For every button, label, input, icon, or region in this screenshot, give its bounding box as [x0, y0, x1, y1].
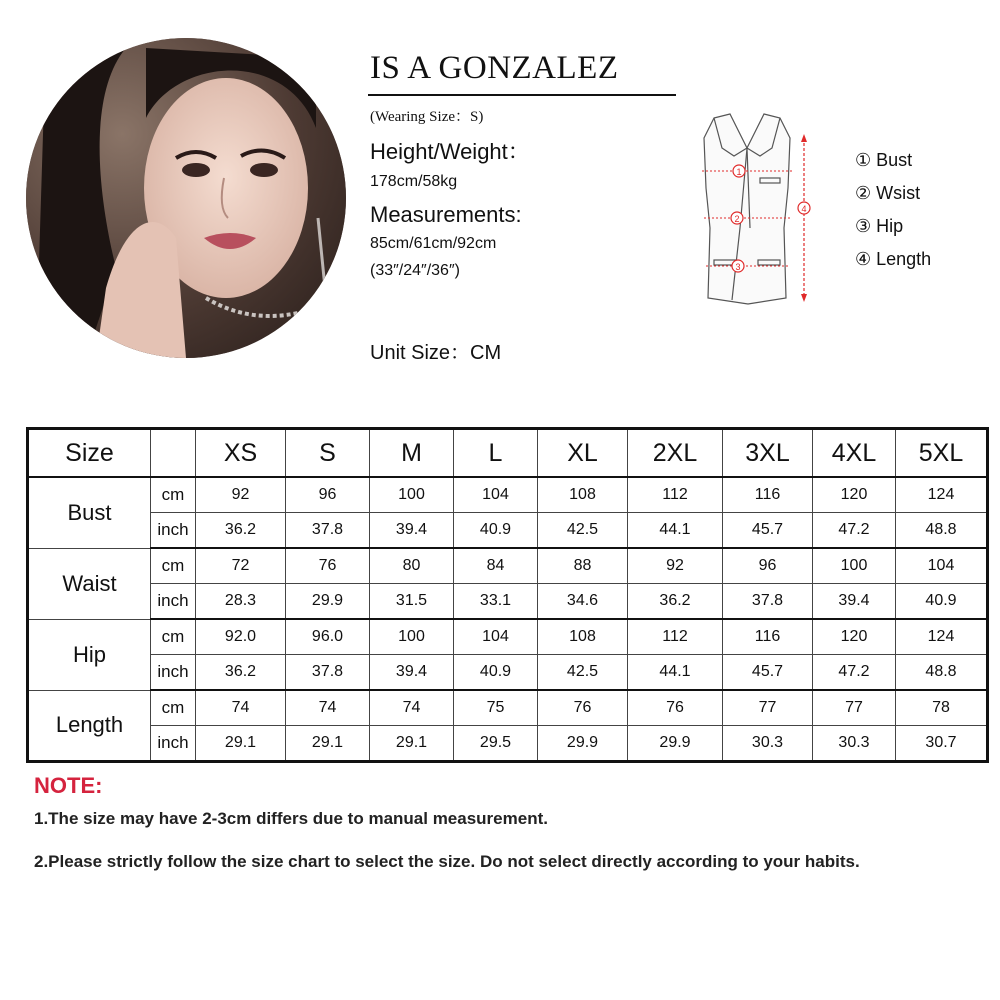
- value-cell: 34.6: [538, 584, 628, 620]
- value-cell: 96: [286, 477, 370, 513]
- header-cell: XS: [196, 429, 286, 478]
- value-cell: 96.0: [286, 619, 370, 655]
- value-cell: 108: [538, 619, 628, 655]
- measurement-name: Waist: [28, 548, 151, 619]
- header-cell: 2XL: [628, 429, 723, 478]
- legend-waist: ② Wsist: [855, 183, 921, 203]
- legend-hip: ③ Hip: [855, 216, 904, 236]
- diagram-legend: [855, 150, 931, 282]
- value-cell: 37.8: [286, 513, 370, 549]
- value-cell: 74: [196, 690, 286, 726]
- unit-cell: inch: [151, 655, 196, 691]
- value-cell: 112: [628, 477, 723, 513]
- measurement-name: Bust: [28, 477, 151, 548]
- unit-cell: cm: [151, 477, 196, 513]
- value-cell: 44.1: [628, 655, 723, 691]
- value-cell: 36.2: [628, 584, 723, 620]
- value-cell: 88: [538, 548, 628, 584]
- value-cell: 31.5: [370, 584, 454, 620]
- unit-size: Unit Size：CM: [370, 342, 502, 364]
- marker-waist: [731, 212, 743, 224]
- legend-bust: ① Bust: [855, 150, 913, 170]
- model-photo: [26, 38, 346, 358]
- value-cell: 44.1: [628, 513, 723, 549]
- value-cell: 96: [723, 548, 813, 584]
- header-cell: 3XL: [723, 429, 813, 478]
- value-cell: 36.2: [196, 513, 286, 549]
- value-cell: 108: [538, 477, 628, 513]
- value-cell: 33.1: [454, 584, 538, 620]
- value-cell: 104: [896, 548, 988, 584]
- value-cell: 77: [723, 690, 813, 726]
- value-cell: 76: [538, 690, 628, 726]
- value-cell: 116: [723, 477, 813, 513]
- value-cell: 29.1: [370, 726, 454, 762]
- value-cell: 47.2: [813, 513, 896, 549]
- table-row: [28, 726, 988, 762]
- value-cell: 37.8: [723, 584, 813, 620]
- unit-cell: inch: [151, 584, 196, 620]
- value-cell: 116: [723, 619, 813, 655]
- value-cell: 39.4: [370, 655, 454, 691]
- header-cell: [151, 429, 196, 478]
- marker-bust: [733, 165, 745, 177]
- note-line-1: 1.The size may have 2-3cm differs due to manual measurement.: [34, 809, 548, 828]
- value-cell: 40.9: [454, 513, 538, 549]
- table-row: [28, 477, 988, 513]
- value-cell: 124: [896, 619, 988, 655]
- value-cell: 30.3: [723, 726, 813, 762]
- value-cell: 40.9: [454, 655, 538, 691]
- table-row: [28, 548, 988, 584]
- value-cell: 39.4: [370, 513, 454, 549]
- value-cell: 29.1: [196, 726, 286, 762]
- svg-text:1: 1: [736, 167, 742, 177]
- value-cell: 28.3: [196, 584, 286, 620]
- measurement-name: Length: [28, 690, 151, 762]
- value-cell: 36.2: [196, 655, 286, 691]
- value-cell: 92.0: [196, 619, 286, 655]
- table-row: [28, 655, 988, 691]
- value-cell: 47.2: [813, 655, 896, 691]
- unit-cell: cm: [151, 548, 196, 584]
- header-cell: XL: [538, 429, 628, 478]
- table-row: [28, 513, 988, 549]
- table-header-row: [28, 429, 988, 478]
- value-cell: 39.4: [813, 584, 896, 620]
- brand-title: IS A GONZALEZ: [370, 50, 619, 86]
- measurements-label: Measurements:: [370, 202, 522, 227]
- value-cell: 45.7: [723, 655, 813, 691]
- marker-hip: [732, 260, 744, 272]
- value-cell: 45.7: [723, 513, 813, 549]
- value-cell: 30.3: [813, 726, 896, 762]
- header-cell: S: [286, 429, 370, 478]
- value-cell: 29.9: [538, 726, 628, 762]
- value-cell: 76: [286, 548, 370, 584]
- wearing-size: (Wearing Size：S): [370, 109, 484, 125]
- svg-text:4: 4: [801, 204, 807, 214]
- value-cell: 80: [370, 548, 454, 584]
- measurement-name: Hip: [28, 619, 151, 690]
- value-cell: 120: [813, 477, 896, 513]
- unit-cell: cm: [151, 619, 196, 655]
- measurements-inch: (33″/24″/36″): [370, 262, 460, 279]
- value-cell: 42.5: [538, 655, 628, 691]
- value-cell: 48.8: [896, 655, 988, 691]
- value-cell: 40.9: [896, 584, 988, 620]
- value-cell: 100: [813, 548, 896, 584]
- table-row: [28, 690, 988, 726]
- note-line-2: 2.Please strictly follow the size chart to select the size. Do not select directly according to your habits.: [34, 852, 860, 871]
- vest-diagram: [672, 108, 822, 308]
- height-weight-label: Height/Weight：: [370, 139, 530, 164]
- value-cell: 100: [370, 619, 454, 655]
- svg-text:2: 2: [734, 214, 740, 224]
- value-cell: 75: [454, 690, 538, 726]
- value-cell: 29.9: [286, 584, 370, 620]
- value-cell: 104: [454, 477, 538, 513]
- value-cell: 29.5: [454, 726, 538, 762]
- unit-cell: inch: [151, 726, 196, 762]
- value-cell: 92: [628, 548, 723, 584]
- svg-text:3: 3: [735, 262, 741, 272]
- value-cell: 78: [896, 690, 988, 726]
- header-cell: 4XL: [813, 429, 896, 478]
- legend-length: ④ Length: [855, 249, 932, 269]
- header-cell: L: [454, 429, 538, 478]
- brand-divider: [368, 94, 676, 96]
- unit-cell: cm: [151, 690, 196, 726]
- value-cell: 37.8: [286, 655, 370, 691]
- value-cell: 84: [454, 548, 538, 584]
- marker-length: [798, 202, 810, 214]
- value-cell: 77: [813, 690, 896, 726]
- value-cell: 29.1: [286, 726, 370, 762]
- value-cell: 104: [454, 619, 538, 655]
- note-title: NOTE:: [34, 773, 103, 798]
- value-cell: 76: [628, 690, 723, 726]
- value-cell: 29.9: [628, 726, 723, 762]
- measurements-cm: 85cm/61cm/92cm: [370, 235, 497, 252]
- size-chart-table: [26, 427, 989, 763]
- table-row: [28, 619, 988, 655]
- unit-cell: inch: [151, 513, 196, 549]
- header-cell: Size: [28, 429, 151, 478]
- value-cell: 72: [196, 548, 286, 584]
- value-cell: 74: [370, 690, 454, 726]
- value-cell: 30.7: [896, 726, 988, 762]
- value-cell: 42.5: [538, 513, 628, 549]
- value-cell: 112: [628, 619, 723, 655]
- height-weight-value: 178cm/58kg: [370, 173, 458, 190]
- value-cell: 100: [370, 477, 454, 513]
- header-cell: 5XL: [896, 429, 988, 478]
- table-row: [28, 584, 988, 620]
- value-cell: 74: [286, 690, 370, 726]
- value-cell: 120: [813, 619, 896, 655]
- value-cell: 124: [896, 477, 988, 513]
- value-cell: 48.8: [896, 513, 988, 549]
- header-cell: M: [370, 429, 454, 478]
- value-cell: 92: [196, 477, 286, 513]
